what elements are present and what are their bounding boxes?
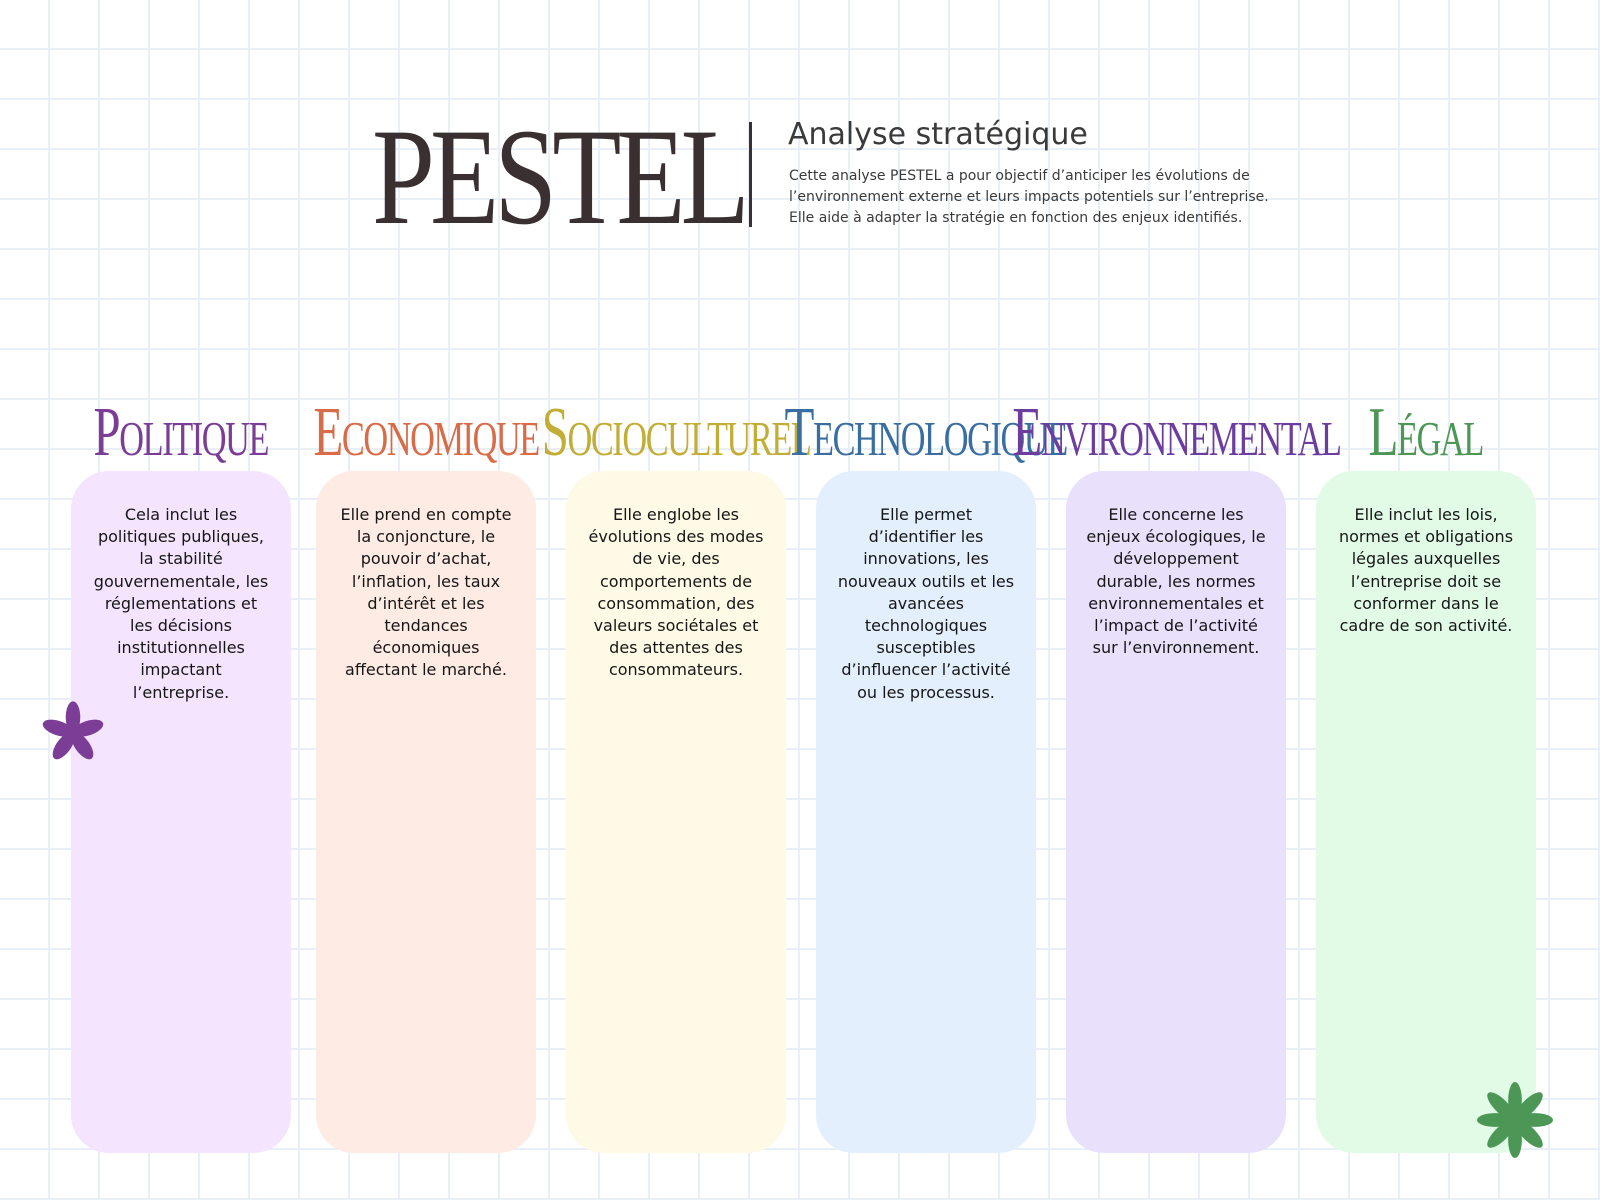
card-socioculturel (566, 471, 786, 1153)
card-line: Elle prend en compte (340, 505, 512, 524)
card-line: innovations, les (863, 549, 989, 569)
card-line: réglementations et (104, 593, 258, 613)
card-line: de vie, des (632, 549, 720, 569)
card-line: d’identifier les (868, 527, 984, 547)
card-line: technologiques (864, 616, 988, 636)
card-line: développement (1113, 549, 1239, 569)
flower-icon-green (1477, 1082, 1553, 1158)
card-line: Elle englobe les (612, 505, 739, 524)
card-line: ou les processus. (857, 682, 995, 702)
pestel-column-technologique (784, 390, 1068, 702)
intro-line: Elle aide à adapter la stratégie en fonction des enjeux identifiés. (789, 210, 1243, 226)
card-line: la conjoncture, le (356, 527, 496, 547)
card-line: évolutions des modes (588, 527, 764, 547)
page-title: PESTEL (372, 100, 745, 253)
card-line: pouvoir d’achat, (360, 549, 492, 569)
card-line: l’entreprise doit se (1350, 571, 1502, 591)
card-line: conformer dans le (1353, 593, 1499, 613)
card-line: gouvernementale, les (93, 571, 269, 591)
card-line: environnementales et (1088, 593, 1264, 613)
card-line: institutionnelles (117, 638, 245, 658)
card-line: consommateurs. (608, 660, 744, 680)
card-line: l’inflation, les taux (351, 571, 501, 591)
flower-icon-purple (40, 700, 106, 766)
card-line: politiques publiques, (97, 527, 265, 547)
card-line: l’impact de l’activité (1094, 616, 1258, 636)
card-text-technologique (832, 504, 1020, 704)
column-heading-politique (71, 390, 291, 470)
intro-line: l’environnement externe et leurs impacts potentiels sur l’entreprise. (789, 189, 1269, 205)
card-text-economique (332, 504, 520, 682)
card-line: durable, les normes (1096, 571, 1256, 591)
column-heading-text: Environnemental (1011, 394, 1341, 471)
card-line: Elle concerne les (1108, 505, 1244, 524)
card-line: comportements de (599, 571, 753, 591)
card-line: valeurs sociétales et (593, 616, 759, 636)
card-line: tendances (384, 616, 468, 636)
card-line: sur l’environnement. (1092, 638, 1260, 658)
column-heading-text: Technologique (784, 394, 1068, 471)
column-heading-environnemental (1011, 390, 1341, 471)
card-line: affectant le marché. (345, 660, 507, 680)
card-politique (71, 471, 291, 1153)
card-line: les décisions (130, 616, 232, 636)
card-line: enjeux écologiques, le (1086, 527, 1266, 547)
intro-text (789, 166, 1309, 229)
card-line: d’influencer l’activité (841, 660, 1011, 680)
header-divider (749, 122, 752, 227)
card-line: consommation, des (597, 593, 755, 613)
column-heading-economique (313, 390, 539, 471)
column-heading-legal (1316, 390, 1536, 470)
card-text-socioculturel (582, 504, 770, 682)
card-line: Elle permet (880, 505, 972, 524)
card-line: des attentes des (609, 638, 743, 658)
pestel-column-environnemental (1011, 390, 1341, 658)
column-heading-socioculturel (541, 390, 811, 471)
card-text-politique (87, 504, 275, 704)
pestel-column-legal (1316, 390, 1536, 636)
card-line: la stabilité (139, 549, 223, 569)
card-text-legal (1332, 504, 1520, 637)
card-line: Elle inclut les lois, (1354, 505, 1498, 524)
card-line: impactant (140, 660, 222, 680)
column-heading-text: Politique (93, 394, 269, 471)
card-line: l’entreprise. (132, 682, 230, 702)
column-heading-text: Légal (1368, 394, 1484, 471)
card-line: cadre de son activité. (1339, 616, 1513, 636)
card-line: nouveaux outils et les (837, 571, 1015, 591)
pestel-column-socioculturel (541, 390, 811, 680)
card-line: d’intérêt et les (367, 593, 485, 613)
card-economique (316, 471, 536, 1153)
page-subtitle: Analyse stratégique (788, 117, 1088, 152)
card-line: susceptibles (876, 638, 976, 658)
column-heading-technologique (784, 390, 1068, 471)
card-line: normes et obligations (1338, 527, 1514, 547)
card-environnemental (1066, 471, 1286, 1153)
card-line: économiques (372, 638, 480, 658)
intro-line: Cette analyse PESTEL a pour objectif d’anticiper les évolutions de (789, 168, 1250, 184)
card-technologique (816, 471, 1036, 1153)
card-text-environnemental (1082, 504, 1270, 659)
column-heading-text: Socioculturel (541, 394, 811, 471)
pestel-column-politique (71, 390, 291, 702)
card-line: avancées (887, 593, 965, 613)
column-heading-text: Economique (313, 394, 539, 471)
pestel-column-economique (313, 390, 539, 680)
card-legal (1316, 471, 1536, 1153)
card-line: légales auxquelles (1351, 549, 1501, 569)
card-line: Cela inclut les (124, 505, 238, 524)
